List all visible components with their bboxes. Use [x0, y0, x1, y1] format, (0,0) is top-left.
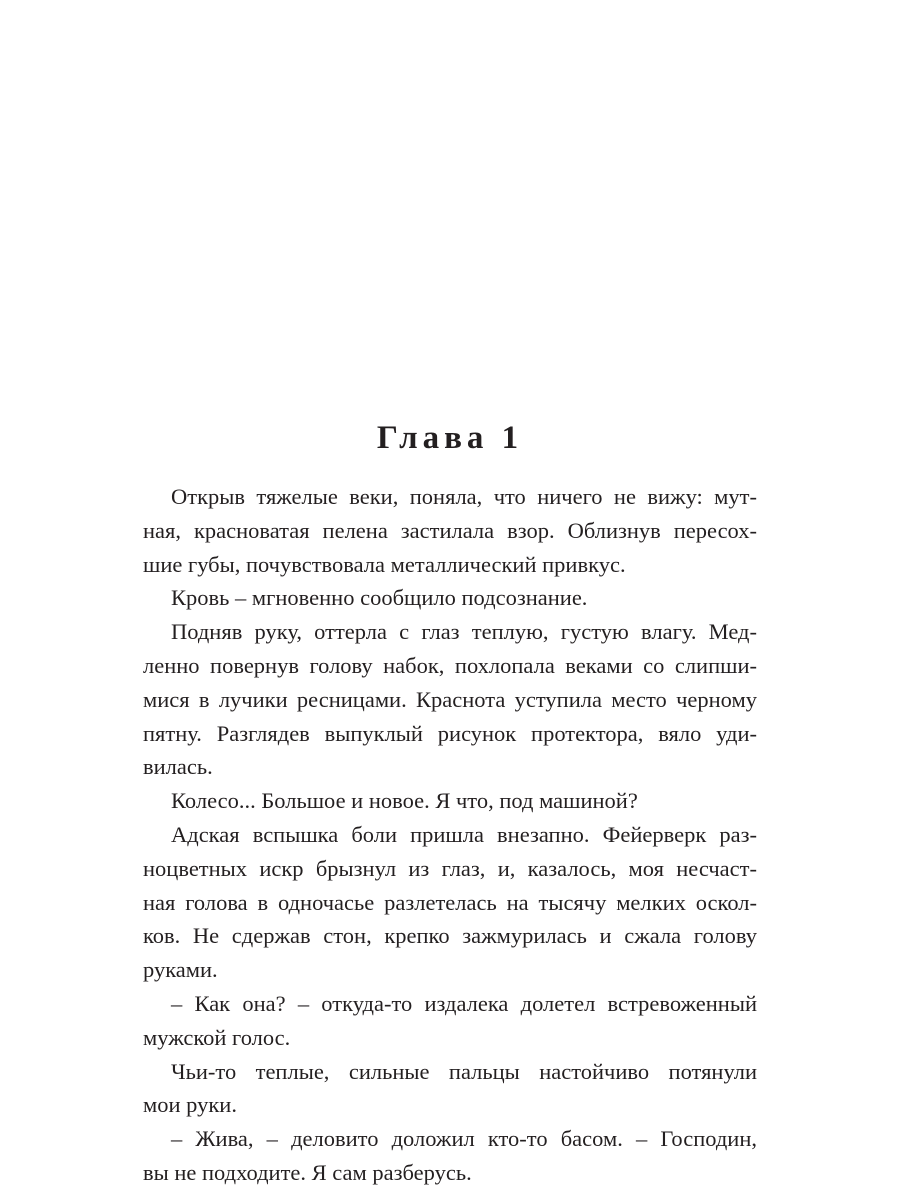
- text-line: – Как она? – откуда-то издалека долетел встревоженный: [171, 990, 757, 1016]
- text-line: ноцветных искр брызнул из глаз, и, казалось, моя несчаст-: [143, 855, 757, 881]
- text-line: мися в лучики ресницами. Краснота уступила место черному: [143, 686, 757, 712]
- text-line: вы не подходите. Я сам разберусь.: [143, 1159, 472, 1185]
- text-line: Кровь – мгновенно сообщило подсознание.: [171, 585, 588, 611]
- text-line: мужской голос.: [143, 1024, 291, 1050]
- text-line: руками.: [143, 957, 218, 983]
- text-line: пятну. Разглядев выпуклый рисунок протектора, вяло уди-: [143, 720, 757, 746]
- text-line: ная голова в одночасье разлетелась на тысячу мелких оскол-: [143, 889, 757, 915]
- text-line: Чьи-то теплые, сильные пальцы настойчиво потянули: [171, 1058, 757, 1084]
- text-line: вилась.: [143, 754, 213, 780]
- text-line: – Жива, – деловито доложил кто-то басом. – Господин,: [171, 1126, 757, 1152]
- text-line: шие губы, почувствовала металлический привкус.: [143, 551, 626, 577]
- text-line: ленно повернув голову набок, похлопала веками со слипши-: [143, 652, 757, 678]
- text-line: Колесо... Большое и новое. Я что, под машиной?: [171, 788, 638, 814]
- chapter-title: Глава 1: [376, 420, 524, 456]
- text-line: ков. Не сдержав стон, крепко зажмурилась и сжала голову: [143, 923, 757, 949]
- text-line: мои руки.: [143, 1092, 237, 1118]
- text-line: Открыв тяжелые веки, поняла, что ничего не вижу: мут-: [171, 484, 757, 509]
- chapter-body-text: [143, 480, 757, 1190]
- text-line: ная, красноватая пелена застилала взор. Облизнув пересох-: [143, 517, 757, 543]
- text-line: Подняв руку, оттерла с глаз теплую, густую влагу. Мед-: [171, 619, 757, 645]
- text-line: Адская вспышка боли пришла внезапно. Фейерверк раз-: [171, 821, 757, 847]
